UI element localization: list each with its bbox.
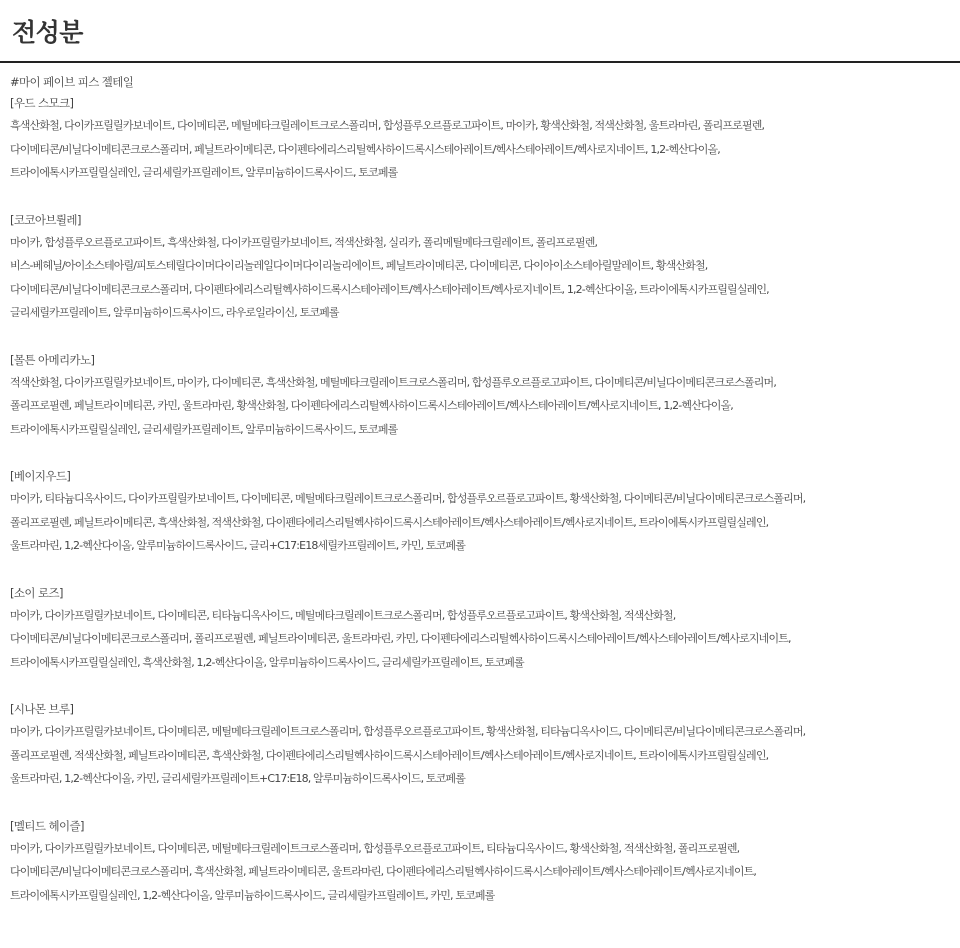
shade-section (10, 583, 960, 675)
shade-section (10, 816, 960, 908)
ingredient-line: 울트라마린, 1,2-헥산다이올, 알루미늄하이드록사이드, 글리+C17:E18세릴카프릴레이트, 카민, 토코페롤 (10, 539, 465, 552)
ingredient-line: 마이카, 다이카프릴릴카보네이트, 다이메티콘, 메틸메타크릴레이트크로스폴리머, 합성플루오르플로고파이트, 황색산화철, 티타늄디옥사이드, 다이메티콘/비닐다이메티콘크로스폴리머, (10, 725, 806, 738)
ingredient-line: 다이메티콘/비닐다이메티콘크로스폴리머, 페닐트라이메티콘, 다이펜타에리스리틸헥사하이드록시스테아레이트/헥사스테아레이트/헥사로지네이트, 1,2-헥산다이올, (10, 142, 720, 156)
shade-section (10, 350, 960, 442)
shade-title: [멜티드 헤이즐] (10, 818, 84, 833)
ingredient-line: 글리세릴카프릴레이트, 알루미늄하이드록사이드, 라우로일라이신, 토코페롤 (10, 306, 339, 319)
ingredient-list (10, 114, 960, 185)
page-title: 전성분 (12, 18, 83, 47)
ingredient-list (10, 720, 960, 791)
ingredient-list (10, 837, 960, 908)
ingredient-line: 폴리프로필렌, 적색산화철, 페닐트라이메티콘, 흑색산화철, 다이펜타에리스리틸헥사하이드록시스테아레이트/헥사스테아레이트/헥사로지네이트, 트라이에톡시카프릴릴실레인, (10, 748, 769, 762)
shade-section (10, 466, 960, 558)
ingredients-content (0, 63, 960, 907)
ingredient-line: 트라이에톡시카프릴릴실레인, 글리세릴카프릴레이트, 알루미늄하이드록사이드, 토코페롤 (10, 422, 398, 436)
ingredient-line: 폴리프로필렌, 페닐트라이메티콘, 카민, 울트라마린, 황색산화철, 다이펜타에리스리틸헥사하이드록시스테아레이트/헥사스테아레이트/헥사로지네이트, 1,2-헥산다이올, (10, 399, 733, 412)
ingredient-list (10, 487, 960, 558)
ingredient-line: 흑색산화철, 다이카프릴릴카보네이트, 다이메티콘, 메틸메타크릴레이트크로스폴리머, 합성플루오르플로고파이트, 마이카, 황색산화철, 적색산화철, 울트라마린, 폴리프로필렌, (10, 119, 765, 132)
shade-title: [몰튼 아메리카노] (10, 352, 95, 367)
ingredient-line: 다이메티콘/비닐다이메티콘크로스폴리머, 흑색산화철, 페닐트라이메티콘, 울트라마린, 다이펜타에리스리틸헥사하이드록시스테아레이트/헥사스테아레이트/헥사로지네이트, (10, 865, 757, 878)
shade-title: [시나몬 브루] (10, 702, 74, 716)
ingredient-line: 울트라마린, 1,2-헥산다이올, 카민, 글리세릴카프릴레이트+C17:E18, 알루미늄하이드록사이드, 토코페롤 (10, 772, 465, 785)
product-name: #마이 페이브 피스 젤테일 (10, 75, 134, 89)
page-header (0, 0, 960, 63)
ingredient-line: 적색산화철, 다이카프릴릴카보네이트, 마이카, 다이메티콘, 흑색산화철, 메틸메타크릴레이트크로스폴리머, 합성플루오르플로고파이트, 다이메티콘/비닐다이메티콘크로스폴리머, (10, 375, 776, 389)
ingredient-list (10, 231, 960, 325)
ingredient-list (10, 604, 960, 675)
ingredient-line: 트라이에톡시카프릴릴실레인, 흑색산화철, 1,2-헥산다이올, 알루미늄하이드록사이드, 글리세릴카프릴레이트, 토코페롤 (10, 655, 524, 669)
ingredient-line: 마이카, 합성플루오르플로고파이트, 흑색산화철, 다이카프릴릴카보네이트, 적색산화철, 실리카, 폴리메틸메타크릴레이트, 폴리프로필렌, (10, 235, 598, 249)
ingredient-line: 비스-베헤닐/아이소스테아릴/피토스테릴다이머다이리놀레일다이머다이리놀리에이트, 페닐트라이메티콘, 다이메티콘, 다이아이소스테아릴말레이트, 황색산화철, (10, 259, 708, 272)
shade-section (10, 699, 960, 791)
shade-title: [우드 스모크] (10, 96, 74, 110)
ingredient-line: 트라이에톡시카프릴릴실레인, 1,2-헥산다이올, 알루미늄하이드록사이드, 글리세릴카프릴레이트, 카민, 토코페롤 (10, 888, 495, 902)
shade-section (10, 210, 960, 325)
ingredient-line: 마이카, 다이카프릴릴카보네이트, 다이메티콘, 티타늄디옥사이드, 메틸메타크릴레이트크로스폴리머, 합성플루오르플로고파이트, 황색산화철, 적색산화철, (10, 608, 676, 622)
ingredient-line: 트라이에톡시카프릴릴실레인, 글리세릴카프릴레이트, 알루미늄하이드록사이드, 토코페롤 (10, 166, 398, 179)
shade-title: [코코아브륄레] (10, 212, 81, 227)
ingredient-line: 마이카, 티타늄디옥사이드, 다이카프릴릴카보네이트, 다이메티콘, 메틸메타크릴레이트크로스폴리머, 합성플루오르플로고파이트, 황색산화철, 다이메티콘/비닐다이메티콘크로스폴리머, (10, 492, 806, 505)
ingredient-line: 다이메티콘/비닐다이메티콘크로스폴리머, 다이펜타에리스리틸헥사하이드록시스테아레이트/헥사스테아레이트/헥사로지네이트, 1,2-헥산다이올, 트라이에톡시카프릴릴실레인, (10, 282, 769, 296)
ingredient-line: 다이메티콘/비닐다이메티콘크로스폴리머, 폴리프로필렌, 페닐트라이메티콘, 울트라마린, 카민, 다이펜타에리스리틸헥사하이드록시스테아레이트/헥사스테아레이트/헥사로지네이트, (10, 632, 791, 645)
ingredient-list (10, 371, 960, 442)
shade-title: [소이 로즈] (10, 585, 63, 600)
shade-section (10, 93, 960, 185)
ingredient-line: 마이카, 다이카프릴릴카보네이트, 다이메티콘, 메틸메타크릴레이트크로스폴리머, 합성플루오르플로고파이트, 티타늄디옥사이드, 황색산화철, 적색산화철, 폴리프로필렌, (10, 841, 740, 855)
shade-title: [베이지우드] (10, 469, 71, 483)
ingredient-line: 폴리프로필렌, 페닐트라이메티콘, 흑색산화철, 적색산화철, 다이펜타에리스리틸헥사하이드록시스테아레이트/헥사스테아레이트/헥사로지네이트, 트라이에톡시카프릴릴실레인, (10, 515, 769, 529)
